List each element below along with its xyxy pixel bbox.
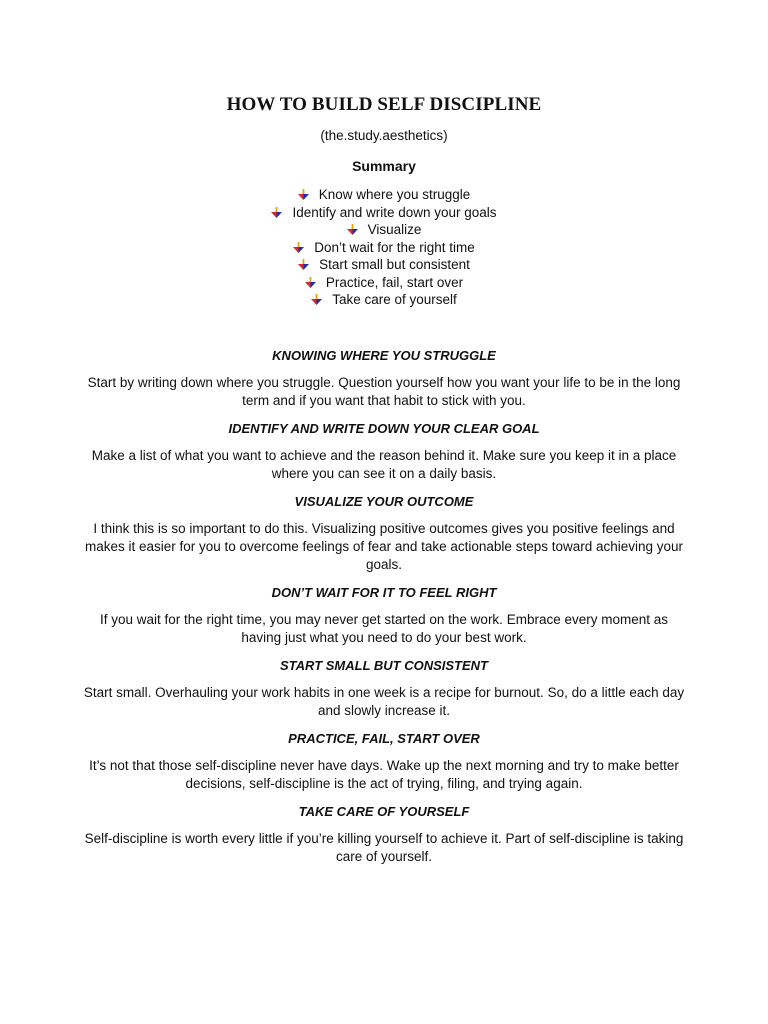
section-body: Start by writing down where you struggle. Question yourself how you want your life to be in the long term and if you want that habit to stick with you. <box>87 375 681 408</box>
section-practice <box>80 729 688 793</box>
section-body: If you wait for the right time, you may never get started on the work. Embrace every moment as having just what you need to do your best work. <box>100 612 668 645</box>
summary-item-text: Don’t wait for the right time <box>314 239 475 255</box>
arrow-down-bullet-icon <box>305 277 316 289</box>
arrow-down-bullet-icon <box>271 207 282 219</box>
sections-container <box>80 346 688 875</box>
arrow-down-bullet-icon <box>298 189 309 201</box>
section-heading: DON’T WAIT FOR IT TO FEEL RIGHT <box>271 585 497 600</box>
summary-item-text: Visualize <box>367 222 422 237</box>
arrow-down-bullet-icon <box>311 294 322 306</box>
summary-item-text: Start small but consistent <box>319 257 470 272</box>
section-body: Start small. Overhauling your work habits in one week is a recipe for burnout. So, do a little each day and slowly increase it. <box>83 685 685 718</box>
section-heading: IDENTIFY AND WRITE DOWN YOUR CLEAR GOAL <box>228 421 540 436</box>
summary-item-text: Practice, fail, start over <box>325 274 464 290</box>
section-dont-wait <box>80 583 688 647</box>
section-body: Make a list of what you want to achieve and the reason behind it. Make sure you keep it in a place where you can see it on a daily basis. <box>91 448 677 481</box>
arrow-down-bullet-icon <box>347 224 358 236</box>
summary-item-text: Know where you struggle <box>318 187 471 202</box>
arrow-down-bullet-icon <box>298 259 309 271</box>
document-title: HOW TO BUILD SELF DISCIPLINE <box>226 94 542 115</box>
section-heading: KNOWING WHERE YOU STRUGGLE <box>272 348 496 363</box>
summary-item <box>0 274 768 292</box>
section-body: I think this is so important to do this. Visualizing positive outcomes gives you positive feelings and makes it easier for you to overcome feelings of fear and take actionable steps toward achieving your goals. <box>84 521 684 572</box>
summary-item-text: Take care of yourself <box>332 292 457 307</box>
section-self-care <box>80 802 688 866</box>
summary-list <box>0 186 768 309</box>
section-heading: PRACTICE, FAIL, START OVER <box>288 731 480 746</box>
summary-item <box>0 291 768 309</box>
summary-heading: Summary <box>352 158 416 174</box>
summary-item <box>0 239 768 257</box>
section-visualize <box>80 492 688 574</box>
section-start-small <box>80 656 688 720</box>
section-body: Self-discipline is worth every little if you’re killing yourself to achieve it. Part of self-discipline is taking care of yourself. <box>84 831 684 864</box>
summary-item <box>0 186 768 204</box>
section-heading: START SMALL BUT CONSISTENT <box>280 658 488 673</box>
summary-item <box>0 204 768 222</box>
section-struggle <box>80 346 688 410</box>
section-heading: TAKE CARE OF YOURSELF <box>298 804 470 819</box>
summary-item <box>0 256 768 274</box>
section-goal <box>80 419 688 483</box>
document-subtitle: (the.study.aesthetics) <box>320 128 448 143</box>
section-heading: VISUALIZE YOUR OUTCOME <box>294 494 474 509</box>
summary-item-text: Identify and write down your goals <box>292 204 497 220</box>
section-body: It’s not that those self-discipline never have days. Wake up the next morning and try to make better decisions, self-discipline is the act of trying, filing, and trying again. <box>89 758 679 791</box>
arrow-down-bullet-icon <box>293 242 304 254</box>
summary-item <box>0 221 768 239</box>
